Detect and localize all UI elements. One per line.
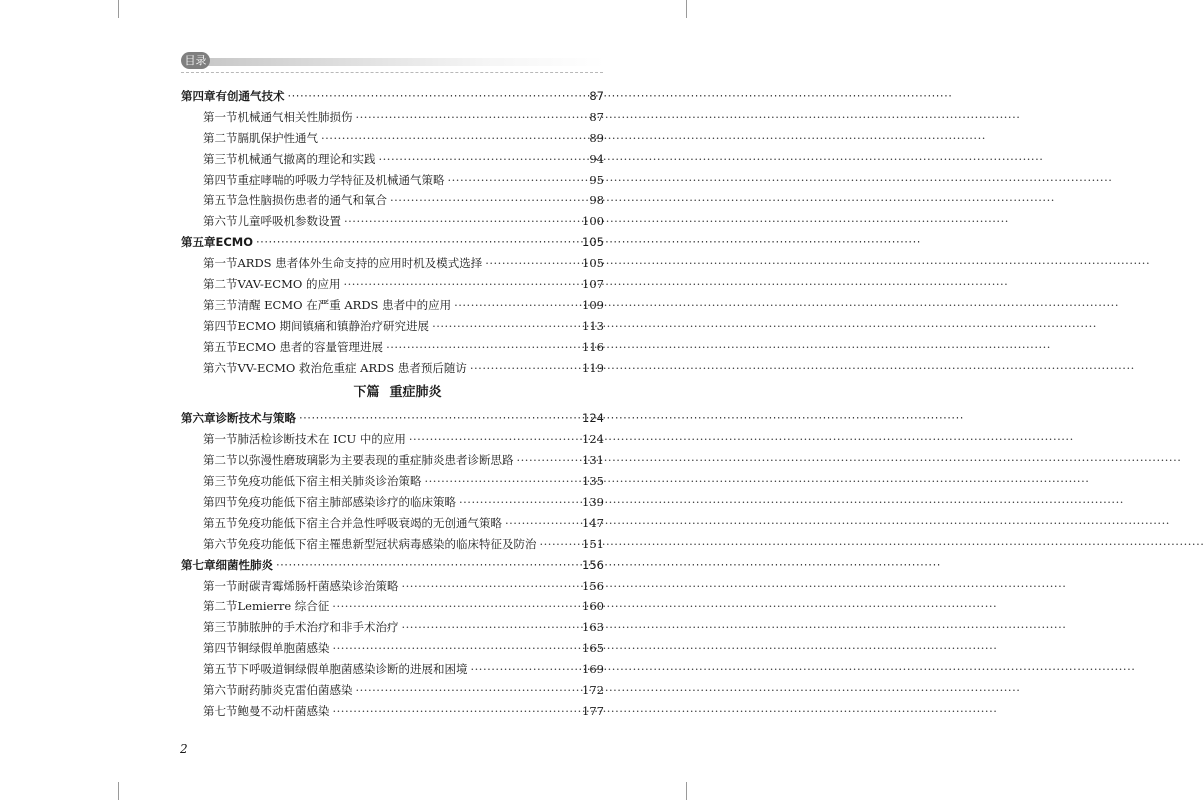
part-title: 重症肺炎	[389, 385, 442, 401]
dot-leader	[256, 232, 579, 253]
section-title: 免疫功能低下宿主肺部感染诊疗的临床策略	[237, 495, 456, 510]
section-number: 第一节	[203, 578, 238, 593]
section-title: 重症哮喘的呼吸力学特征及机械通气策略	[237, 172, 445, 187]
page-number: 87	[589, 109, 604, 124]
toc-section-row[interactable]	[181, 316, 604, 337]
chapter-title: 细菌性肺炎	[215, 557, 273, 572]
section-title: Lemierre 综合征	[237, 599, 330, 614]
dot-leader	[540, 534, 580, 555]
table-of-contents	[181, 86, 604, 722]
toc-section-row[interactable]	[181, 274, 604, 295]
part-heading	[181, 378, 604, 408]
chapter-title: 诊断技术与策略	[215, 411, 296, 426]
section-number: 第五节	[203, 662, 238, 677]
section-number: 第一节	[203, 109, 238, 124]
section-number: 第一节	[203, 432, 238, 447]
dot-leader	[390, 190, 583, 211]
header-rule	[181, 72, 603, 73]
section-title: 以弥漫性磨玻璃影为主要表现的重症肺炎患者诊断思路	[237, 453, 514, 468]
page-number: 87	[589, 89, 604, 103]
dot-leader	[288, 86, 584, 107]
section-title: 耐药肺炎克雷伯菌感染	[237, 683, 353, 698]
toc-section-row[interactable]	[181, 295, 604, 316]
section-number: 第三节	[203, 297, 238, 312]
dot-leader	[454, 295, 579, 316]
section-title: 免疫功能低下宿主相关肺炎诊治策略	[237, 474, 422, 489]
dot-leader	[299, 408, 579, 429]
section-title: 儿童呼吸机参数设置	[237, 214, 341, 229]
dot-leader	[402, 617, 580, 638]
section-number: 第五节	[203, 193, 238, 208]
section-number: 第七节	[203, 703, 238, 718]
section-number: 第二节	[203, 130, 238, 145]
crop-mark	[118, 0, 119, 18]
toc-section-row[interactable]	[181, 701, 604, 722]
section-title: VAV-ECMO 的应用	[237, 277, 341, 292]
dot-leader	[344, 211, 579, 232]
page-number: 109	[582, 297, 604, 312]
chapter-title: ECMO	[215, 235, 254, 250]
toc-section-row[interactable]	[181, 358, 604, 379]
page-number: 94	[589, 151, 604, 166]
dot-leader	[505, 513, 579, 534]
toc-chapter-row[interactable]	[181, 555, 604, 576]
section-title: 耐碳青霉烯肠杆菌感染诊治策略	[237, 578, 399, 593]
page-number: 124	[582, 411, 604, 426]
section-number: 第四节	[203, 495, 238, 510]
dot-leader	[276, 555, 579, 576]
page-number: 100	[582, 214, 604, 229]
section-number: 第二节	[203, 277, 238, 292]
dot-leader	[517, 450, 580, 471]
page-number: 95	[589, 172, 604, 187]
dot-leader	[402, 576, 580, 597]
page-number: 165	[582, 641, 604, 656]
toc-section-row[interactable]	[181, 638, 604, 659]
dot-leader	[356, 107, 584, 128]
section-title: 肺活检诊断技术在 ICU 中的应用	[237, 432, 406, 447]
section-title: VV-ECMO 救治危重症 ARDS 患者预后随访	[237, 360, 467, 375]
toc-section-row[interactable]	[181, 513, 604, 534]
dot-leader	[459, 492, 579, 513]
dot-leader	[409, 429, 579, 450]
toc-section-row[interactable]	[181, 128, 604, 149]
section-number: 第六节	[203, 360, 238, 375]
chapter-number: 第四章	[181, 89, 216, 103]
toc-section-row[interactable]	[181, 680, 604, 701]
page-number: 163	[582, 620, 604, 635]
toc-chapter-row[interactable]	[181, 86, 604, 107]
header-band	[205, 58, 605, 66]
page-number: 105	[582, 256, 604, 271]
page-number: 156	[582, 557, 604, 572]
dot-leader	[333, 701, 580, 722]
section-number: 第二节	[203, 599, 238, 614]
section-title: 免疫功能低下宿主合并急性呼吸衰竭的无创通气策略	[237, 515, 502, 530]
page-number: 169	[582, 662, 604, 677]
section-title: 机械通气撤离的理论和实践	[237, 151, 376, 166]
page-number: 156	[582, 578, 604, 593]
dot-leader	[432, 316, 579, 337]
toc-section-row[interactable]	[181, 450, 604, 471]
section-title: 下呼吸道铜绿假单胞菌感染诊断的进展和困境	[237, 662, 468, 677]
dot-leader	[356, 680, 580, 701]
section-title: 急性脑损伤患者的通气和氧合	[237, 193, 387, 208]
section-number: 第五节	[203, 515, 238, 530]
section-title: 机械通气相关性肺损伤	[237, 109, 353, 124]
section-title: 肺脓肿的手术治疗和非手术治疗	[237, 620, 399, 635]
section-number: 第三节	[203, 474, 238, 489]
page-number: 160	[582, 599, 604, 614]
toc-section-row[interactable]	[181, 492, 604, 513]
page-number: 119	[582, 360, 604, 375]
page-number: 124	[582, 432, 604, 447]
section-title: 免疫功能低下宿主罹患新型冠状病毒感染的临床特征及防治	[237, 536, 537, 551]
part-label: 下篇	[353, 385, 380, 401]
page-number: 113	[582, 318, 604, 333]
page-folio: 2	[180, 742, 188, 756]
dot-leader	[332, 596, 579, 617]
dot-leader	[471, 659, 580, 680]
crop-mark	[118, 782, 119, 800]
section-number: 第三节	[203, 151, 238, 166]
toc-section-row[interactable]	[181, 576, 604, 597]
chapter-number: 第六章	[181, 411, 216, 426]
dot-leader	[379, 149, 584, 170]
section-number: 第二节	[203, 453, 238, 468]
dot-leader	[343, 274, 579, 295]
section-number: 第五节	[203, 339, 238, 354]
page-number: 147	[582, 515, 604, 530]
crop-mark	[686, 0, 687, 18]
page-number: 107	[582, 277, 604, 292]
section-title: ECMO 期间镇痛和镇静治疗研究进展	[237, 318, 430, 333]
page-number: 151	[582, 536, 604, 551]
toc-section-row[interactable]	[181, 149, 604, 170]
toc-section-row[interactable]	[181, 617, 604, 638]
header-label: 目录	[181, 52, 210, 69]
toc-section-row[interactable]	[181, 170, 604, 191]
section-title: 铜绿假单胞菌感染	[237, 641, 330, 656]
toc-section-row[interactable]	[181, 534, 604, 555]
section-number: 第六节	[203, 536, 238, 551]
toc-section-row[interactable]	[181, 429, 604, 450]
chapter-title: 有创通气技术	[215, 89, 285, 103]
page-number: 131	[582, 453, 604, 468]
toc-section-row[interactable]	[181, 659, 604, 680]
section-title: 清醒 ECMO 在严重 ARDS 患者中的应用	[237, 297, 452, 312]
dot-leader	[485, 253, 579, 274]
toc-chapter-row[interactable]	[181, 408, 604, 429]
page-number: 177	[582, 703, 604, 718]
section-number: 第六节	[203, 214, 238, 229]
dot-leader	[425, 471, 580, 492]
dot-leader	[321, 128, 583, 149]
page-number: 135	[582, 474, 604, 489]
page-number: 89	[589, 130, 604, 145]
section-number: 第四节	[203, 172, 238, 187]
page-number: 105	[582, 235, 604, 250]
toc-section-row[interactable]	[181, 471, 604, 492]
section-title: 膈肌保护性通气	[237, 130, 318, 145]
toc-chapter-row[interactable]	[181, 232, 604, 253]
chapter-number: 第七章	[181, 557, 216, 572]
page-number: 139	[582, 495, 604, 510]
section-title: ARDS 患者体外生命支持的应用时机及模式选择	[237, 256, 483, 271]
section-number: 第四节	[203, 318, 238, 333]
toc-section-row[interactable]	[181, 107, 604, 128]
section-number: 第一节	[203, 256, 238, 271]
crop-mark	[686, 782, 687, 800]
toc-section-row[interactable]	[181, 211, 604, 232]
page-number: 172	[582, 683, 604, 698]
section-title: 鲍曼不动杆菌感染	[237, 703, 330, 718]
toc-section-row[interactable]	[181, 337, 604, 358]
section-number: 第三节	[203, 620, 238, 635]
toc-section-row[interactable]	[181, 596, 604, 617]
section-title: ECMO 患者的容量管理进展	[237, 339, 384, 354]
toc-section-row[interactable]	[181, 253, 604, 274]
chapter-number: 第五章	[181, 235, 216, 250]
dot-leader	[386, 337, 579, 358]
section-number: 第四节	[203, 641, 238, 656]
dot-leader	[448, 170, 584, 191]
toc-section-row[interactable]	[181, 190, 604, 211]
section-number: 第六节	[203, 683, 238, 698]
page-number: 98	[589, 193, 604, 208]
dot-leader	[470, 358, 579, 379]
page-number: 116	[582, 339, 604, 354]
dot-leader	[333, 638, 580, 659]
